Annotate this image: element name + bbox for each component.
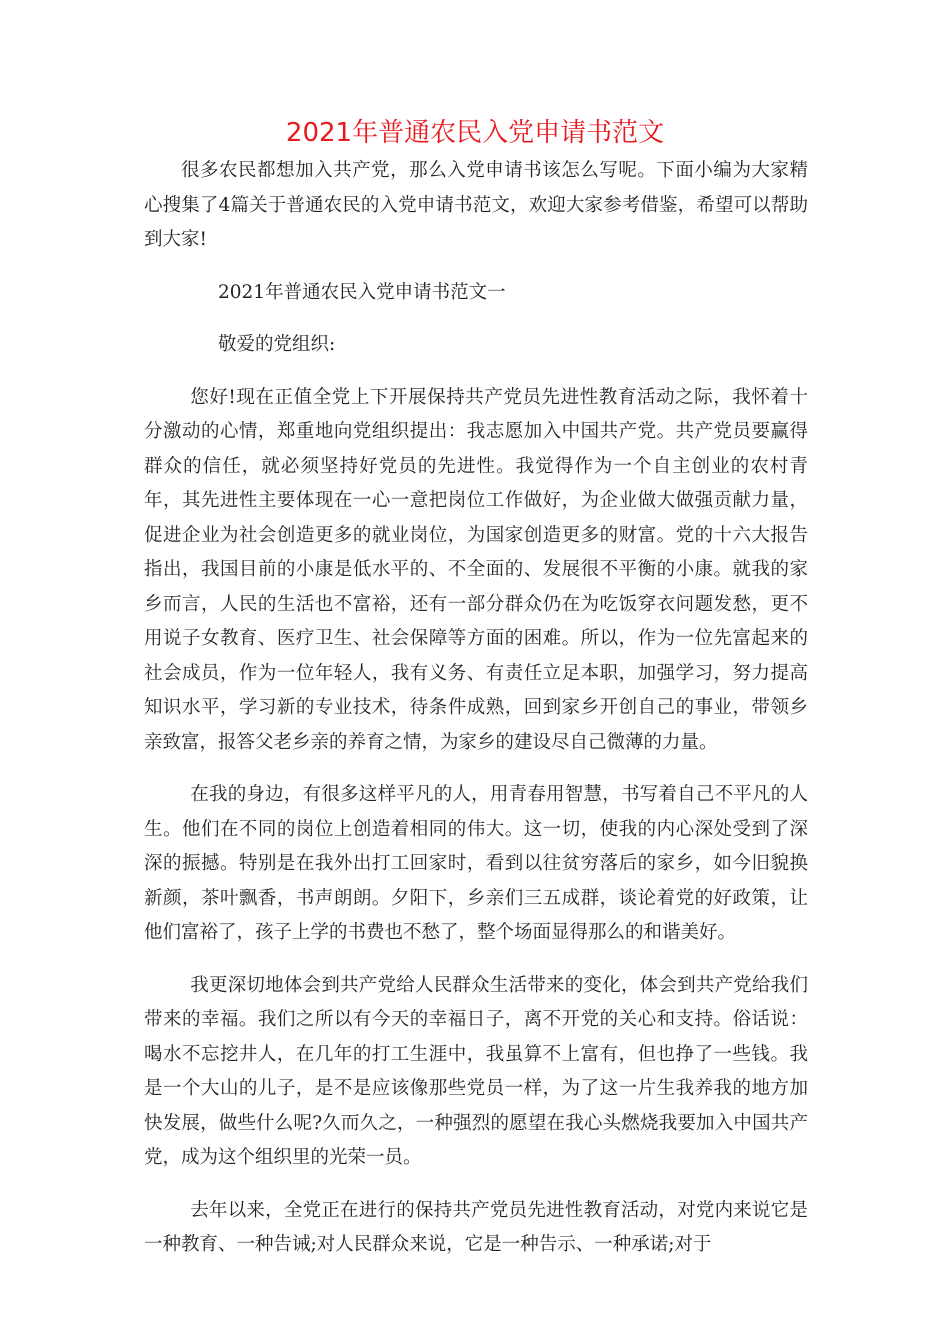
body-paragraph: 去年以来，全党正在进行的保持共产党员先进性教育活动，对党内来说它是一种教育、一种告诫;对人民群众来说，它是一种告示、一种承诺;对于 [144, 1199, 808, 1255]
intro-paragraph: 很多农民都想加入共产党，那么入党申请书该怎么写呢。下面小编为大家精心搜集了4篇关于普通农民的入党申请书范文，欢迎大家参考借鉴，希望可以帮助到大家! [144, 160, 808, 250]
body-paragraph: 在我的身边，有很多这样平凡的人，用青春用智慧，书写着自己不平凡的人生。他们在不同的岗位上创造着相同的伟大。这一切，使我的内心深处受到了深深的振撼。特别是在我外出打工回家时，看到以往贫穷落后的家乡，如今旧貌换新颜，茶叶飘香，书声朗朗。夕阳下，乡亲们三五成群，谈论着党的好政策，让他们富裕了，孩子上学的书费也不愁了，整个场面显得那么的和谐美好。 [144, 784, 808, 943]
document-body [144, 154, 808, 1281]
document-title: 2021年普通农民入党申请书范文 [285, 118, 665, 148]
body-paragraph: 我更深切地体会到共产党给人民群众生活带来的变化，体会到共产党给我们带来的幸福。我们之所以有今天的幸福日子，离不开党的关心和支持。俗话说：喝水不忘挖井人，在几年的打工生涯中，我虽算不上富有，但也挣了一些钱。我是一个大山的儿子，是不是应该像那些党员一样，为了这一片生我养我的地方加快发展，做些什么呢?久而久之，一种强烈的愿望在我心头燃烧我要加入中国共产党，成为这个组织里的光荣一员。 [144, 974, 808, 1168]
salutation: 敬爱的党组织: [218, 334, 336, 355]
body-paragraph: 您好!现在正值全党上下开展保持共产党员先进性教育活动之际，我怀着十分激动的心情，郑重地向党组织提出：我志愿加入中国共产党。共产党员要赢得群众的信任，就必须坚持好党员的先进性。我觉得作为一个自主创业的农村青年，其先进性主要体现在一心一意把岗位工作做好，为企业做大做强贡献力量，促进企业为社会创造更多的就业岗位，为国家创造更多的财富。党的十六大报告指出，我国目前的小康是低水平的、不全面的、发展很不平衡的小康。就我的家乡而言，人民的生活也不富裕，还有一部分群众仍在为吃饭穿衣问题发愁，更不用说子女教育、医疗卫生、社会保障等方面的困难。所以，作为一位先富起来的社会成员，作为一位年轻人，我有义务、有责任立足本职，加强学习，努力提高知识水平，学习新的专业技术，待条件成熟，回到家乡开创自己的事业，带领乡亲致富，报答父老乡亲的养育之情，为家乡的建设尽自己微薄的力量。 [144, 386, 808, 753]
section-subtitle: 2021年普通农民入党申请书范文一 [218, 281, 506, 303]
